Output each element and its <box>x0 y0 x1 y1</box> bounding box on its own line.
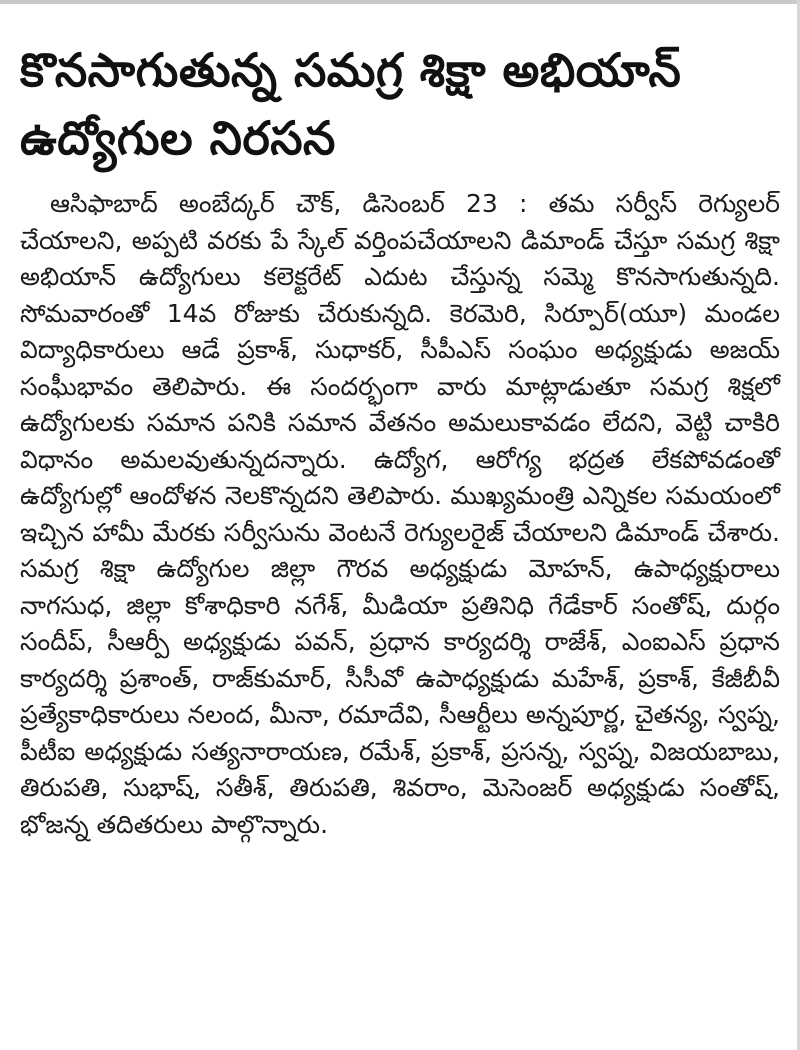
article-body: ఆసిఫాబాద్ అంబేద్కర్ చౌక్, డిసెంబర్ 23 : తమ సర్వీస్ రెగ్యులర్ చేయాలని, అప్పటి వరకు పే స్కేల్ వర్తింపచేయాలని డిమాండ్ చేస్తూ సమగ్ర శిక్షా అభియాన్ ఉద్యోగులు కలెక్టరేట్ ఎదుట చేస్తున్న సమ్మె కొనసాగుతున్నది. సోమవారంతో 14వ రోజుకు చేరుకున్నది. కెరమెరి, సిర్పూర్(యూ) మండల విద్యాధికారులు ఆడే ప్రకాశ్, సుధాకర్, సీపీఎస్ సంఘం అధ్యక్షుడు అజయ్ సంఘీభావం తెలిపారు. ఈ సందర్భంగా వారు మాట్లాడుతూ సమగ్ర శిక్షలో ఉద్యోగులకు సమాన పనికి సమాన వేతనం అమలుకావడం లేదని, వెట్టి చాకిరి విధానం అమలవుతున్నదన్నారు. ఉద్యోగ, ఆరోగ్య భద్రత లేకపోవడంతో ఉద్యోగుల్లో ఆందోళన నెలకొన్నదని తెలిపారు. ముఖ్యమంత్రి ఎన్నికల సమయంలో ఇచ్చిన హామీ మేరకు సర్వీసును వెంటనే రెగ్యులరైజ్ చేయాలని డిమాండ్ చేశారు. సమగ్ర శిక్షా ఉద్యోగుల జిల్లా గౌరవ అధ్యక్షుడు మోహన్, ఉపాధ్యక్షురాలు నాగసుధ, జిల్లా కోశాధికారి నగేశ్, మీడియా ప్రతినిధి గేడేకార్ సంతోష్, దుర్గం సందీప్, సీఆర్పీ అధ్యక్షుడు పవన్, ప్రధాన కార్యదర్శి రాజేశ్, ఎంఐఎస్ ప్రధాన కార్యదర్శి ప్రశాంత్, రాజ్‌కుమార్, సీసీవో ఉపాధ్యక్షుడు మహేశ్, ప్రకాశ్, కేజీబీవీ ప్రత్యేకాధికారులు నలంద, మీనా, రమాదేవి, సీఆర్టీలు అన్నపూర్ణ, చైతన్య, స్వప్న, పీటీఐ అధ్యక్షుడు సత్యనారాయణ, రమేశ్, ప్రకాశ్, ప్రసన్న, స్వప్న, విజయబాబు, తిరుపతి, సుభాష్, సతీశ్, తిరుపతి, శివరాం, మెసెంజర్ అధ్యక్షుడు సంతోష్, భోజన్న తదితరులు పాల్గొన్నారు. <box>20 189 780 839</box>
headline-line-1: కొనసాగుతున్న సమగ్ర శిక్షా అభియాన్ <box>20 43 682 97</box>
top-border <box>0 0 800 4</box>
news-article <box>20 36 780 843</box>
article-headline <box>20 36 780 172</box>
headline-line-2: ఉద్యోగుల నిరసన <box>20 111 336 165</box>
